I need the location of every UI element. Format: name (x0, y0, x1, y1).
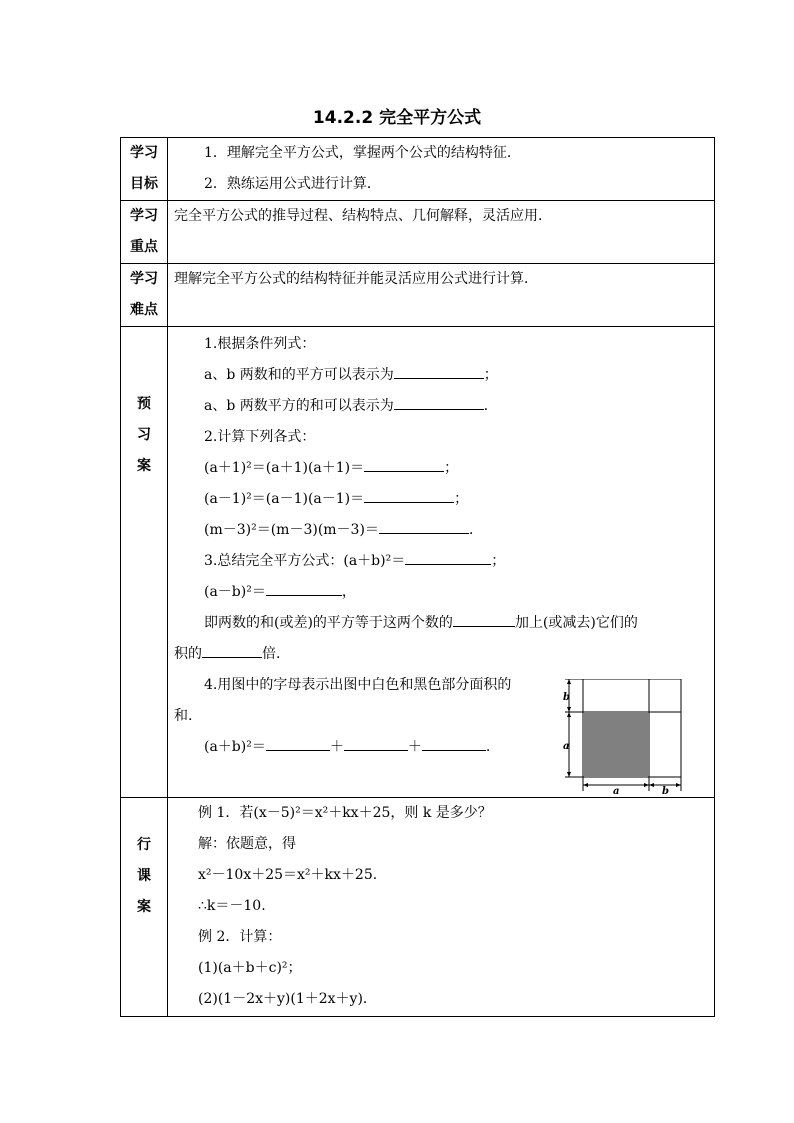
lesson-table (120, 137, 715, 1017)
difficulties-label-line-1: 学习 (130, 271, 158, 287)
lesson-line-6: (1)(a＋b＋c)²； (198, 960, 302, 976)
page-title: 14.2.2 完全平方公式 (312, 108, 482, 128)
label-a-bottom: a (613, 786, 620, 797)
goal-item-2: 2．熟练运用公式进行计算． (204, 176, 381, 192)
preview-label-line-3: 案 (137, 458, 151, 474)
preview-line-10 (168, 608, 714, 639)
preview-line-11 (168, 639, 714, 670)
lesson-row (121, 798, 715, 1017)
preview-line-10-text-a: 即两数的和(或差)的平方等于这两个数的 (204, 615, 453, 631)
preview-line-14-text: (a＋b)²＝ (204, 739, 266, 755)
label-a-left: a (563, 741, 570, 752)
goals-label-line-1: 学习 (130, 145, 158, 161)
preview-line-11-text-a: 积的 (174, 646, 202, 662)
answer-blank[interactable] (266, 581, 342, 596)
difficulties-label (121, 264, 168, 327)
goals-row (121, 138, 715, 201)
preview-label (121, 327, 168, 798)
lesson-line-7: (2)(1－2x＋y)(1＋2x＋y)． (198, 991, 377, 1007)
preview-line-7-text: (m－3)²＝(m－3)(m－3)＝ (204, 522, 379, 538)
lesson-line-4: ∴k＝－10. (198, 898, 266, 914)
preview-line-11-text-b: 倍. (262, 646, 281, 662)
preview-line-10-text-b: 加上(或减去)它们的 (514, 615, 638, 631)
key-points-label-line-2: 重点 (130, 239, 158, 255)
lesson-label-line-2: 课 (137, 868, 151, 884)
label-b-bottom: b (662, 786, 669, 797)
preview-line-9-text: (a－b)²＝ (204, 584, 266, 600)
preview-label-line-1: 预 (137, 396, 151, 412)
goal-item-1: 1．理解完全平方公式，掌握两个公式的结构特征． (204, 145, 521, 161)
lesson-label (121, 798, 168, 1017)
preview-line-6 (168, 484, 714, 515)
answer-blank[interactable] (266, 736, 330, 751)
plus: ＋ (407, 739, 422, 755)
preview-line-2-text: a、b 两数和的平方可以表示为 (204, 367, 394, 383)
preview-line-9 (168, 577, 714, 608)
difficulties-row (121, 264, 715, 327)
lesson-label-line-1: 行 (137, 837, 151, 853)
semicolon: ； (483, 367, 498, 383)
preview-line-8 (168, 546, 714, 577)
semicolon: ； (454, 491, 469, 507)
answer-blank[interactable] (422, 736, 486, 751)
preview-line-6-text: (a－1)²＝(a－1)(a－1)＝ (204, 491, 365, 507)
answer-blank[interactable] (344, 736, 408, 751)
dot: . (485, 739, 491, 755)
goals-label (121, 138, 168, 201)
key-points-label-line-1: 学习 (130, 208, 158, 224)
lesson-content (168, 798, 715, 1017)
key-points-content (168, 201, 715, 264)
key-points-text: 完全平方公式的推导过程、结构特点、几何解释，灵活应用． (174, 208, 552, 224)
preview-line-12: 4.用图中的字母表示出图中白色和黑色部分面积的 (204, 677, 512, 693)
goals-label-line-2: 目标 (130, 176, 158, 192)
preview-line-4: 2.计算下列各式： (204, 429, 316, 445)
key-points-row (121, 201, 715, 264)
preview-line-5-text: (a＋1)²＝(a＋1)(a＋1)＝ (204, 460, 365, 476)
difficulties-text: 理解完全平方公式的结构特征并能灵活应用公式进行计算． (174, 271, 538, 287)
answer-blank[interactable] (202, 643, 262, 658)
preview-line-5 (168, 453, 714, 484)
preview-line-8-text: 3.总结完全平方公式：(a＋b)²＝ (204, 553, 406, 569)
key-points-label (121, 201, 168, 264)
preview-line-3 (168, 391, 714, 422)
lesson-line-1: 例 1．若(x－5)²＝x²＋kx＋25，则 k 是多少？ (198, 805, 492, 821)
lesson-line-2: 解：依题意，得 (198, 836, 296, 852)
goals-content (168, 138, 715, 201)
answer-blank[interactable] (364, 457, 444, 472)
preview-line-7 (168, 515, 714, 546)
answer-blank[interactable] (405, 550, 491, 565)
semicolon: ； (491, 553, 506, 569)
answer-blank[interactable] (394, 395, 484, 410)
comma: ， (341, 584, 356, 600)
semicolon: ； (444, 460, 459, 476)
lesson-label-line-3: 案 (137, 899, 151, 915)
preview-row (121, 327, 715, 798)
preview-line-1: 1.根据条件列式： (204, 336, 316, 352)
lesson-line-3: x²－10x＋25＝x²＋kx＋25. (198, 867, 378, 883)
preview-label-line-2: 习 (137, 427, 151, 443)
square-figure (563, 679, 693, 799)
difficulties-label-line-2: 难点 (130, 302, 158, 318)
shaded-square (584, 713, 648, 776)
period: ． (468, 522, 483, 538)
label-b-left: b (563, 692, 570, 703)
lesson-line-5: 例 2．计算： (198, 929, 282, 945)
preview-line-13: 和. (174, 708, 193, 724)
answer-blank[interactable] (453, 612, 515, 627)
plus: ＋ (329, 739, 344, 755)
answer-blank[interactable] (394, 364, 484, 379)
answer-blank[interactable] (379, 519, 469, 534)
preview-line-2 (168, 360, 714, 391)
answer-blank[interactable] (364, 488, 454, 503)
preview-content (168, 327, 715, 798)
period: ． (483, 398, 498, 414)
preview-line-3-text: a、b 两数平方的和可以表示为 (204, 398, 394, 414)
difficulties-content (168, 264, 715, 327)
